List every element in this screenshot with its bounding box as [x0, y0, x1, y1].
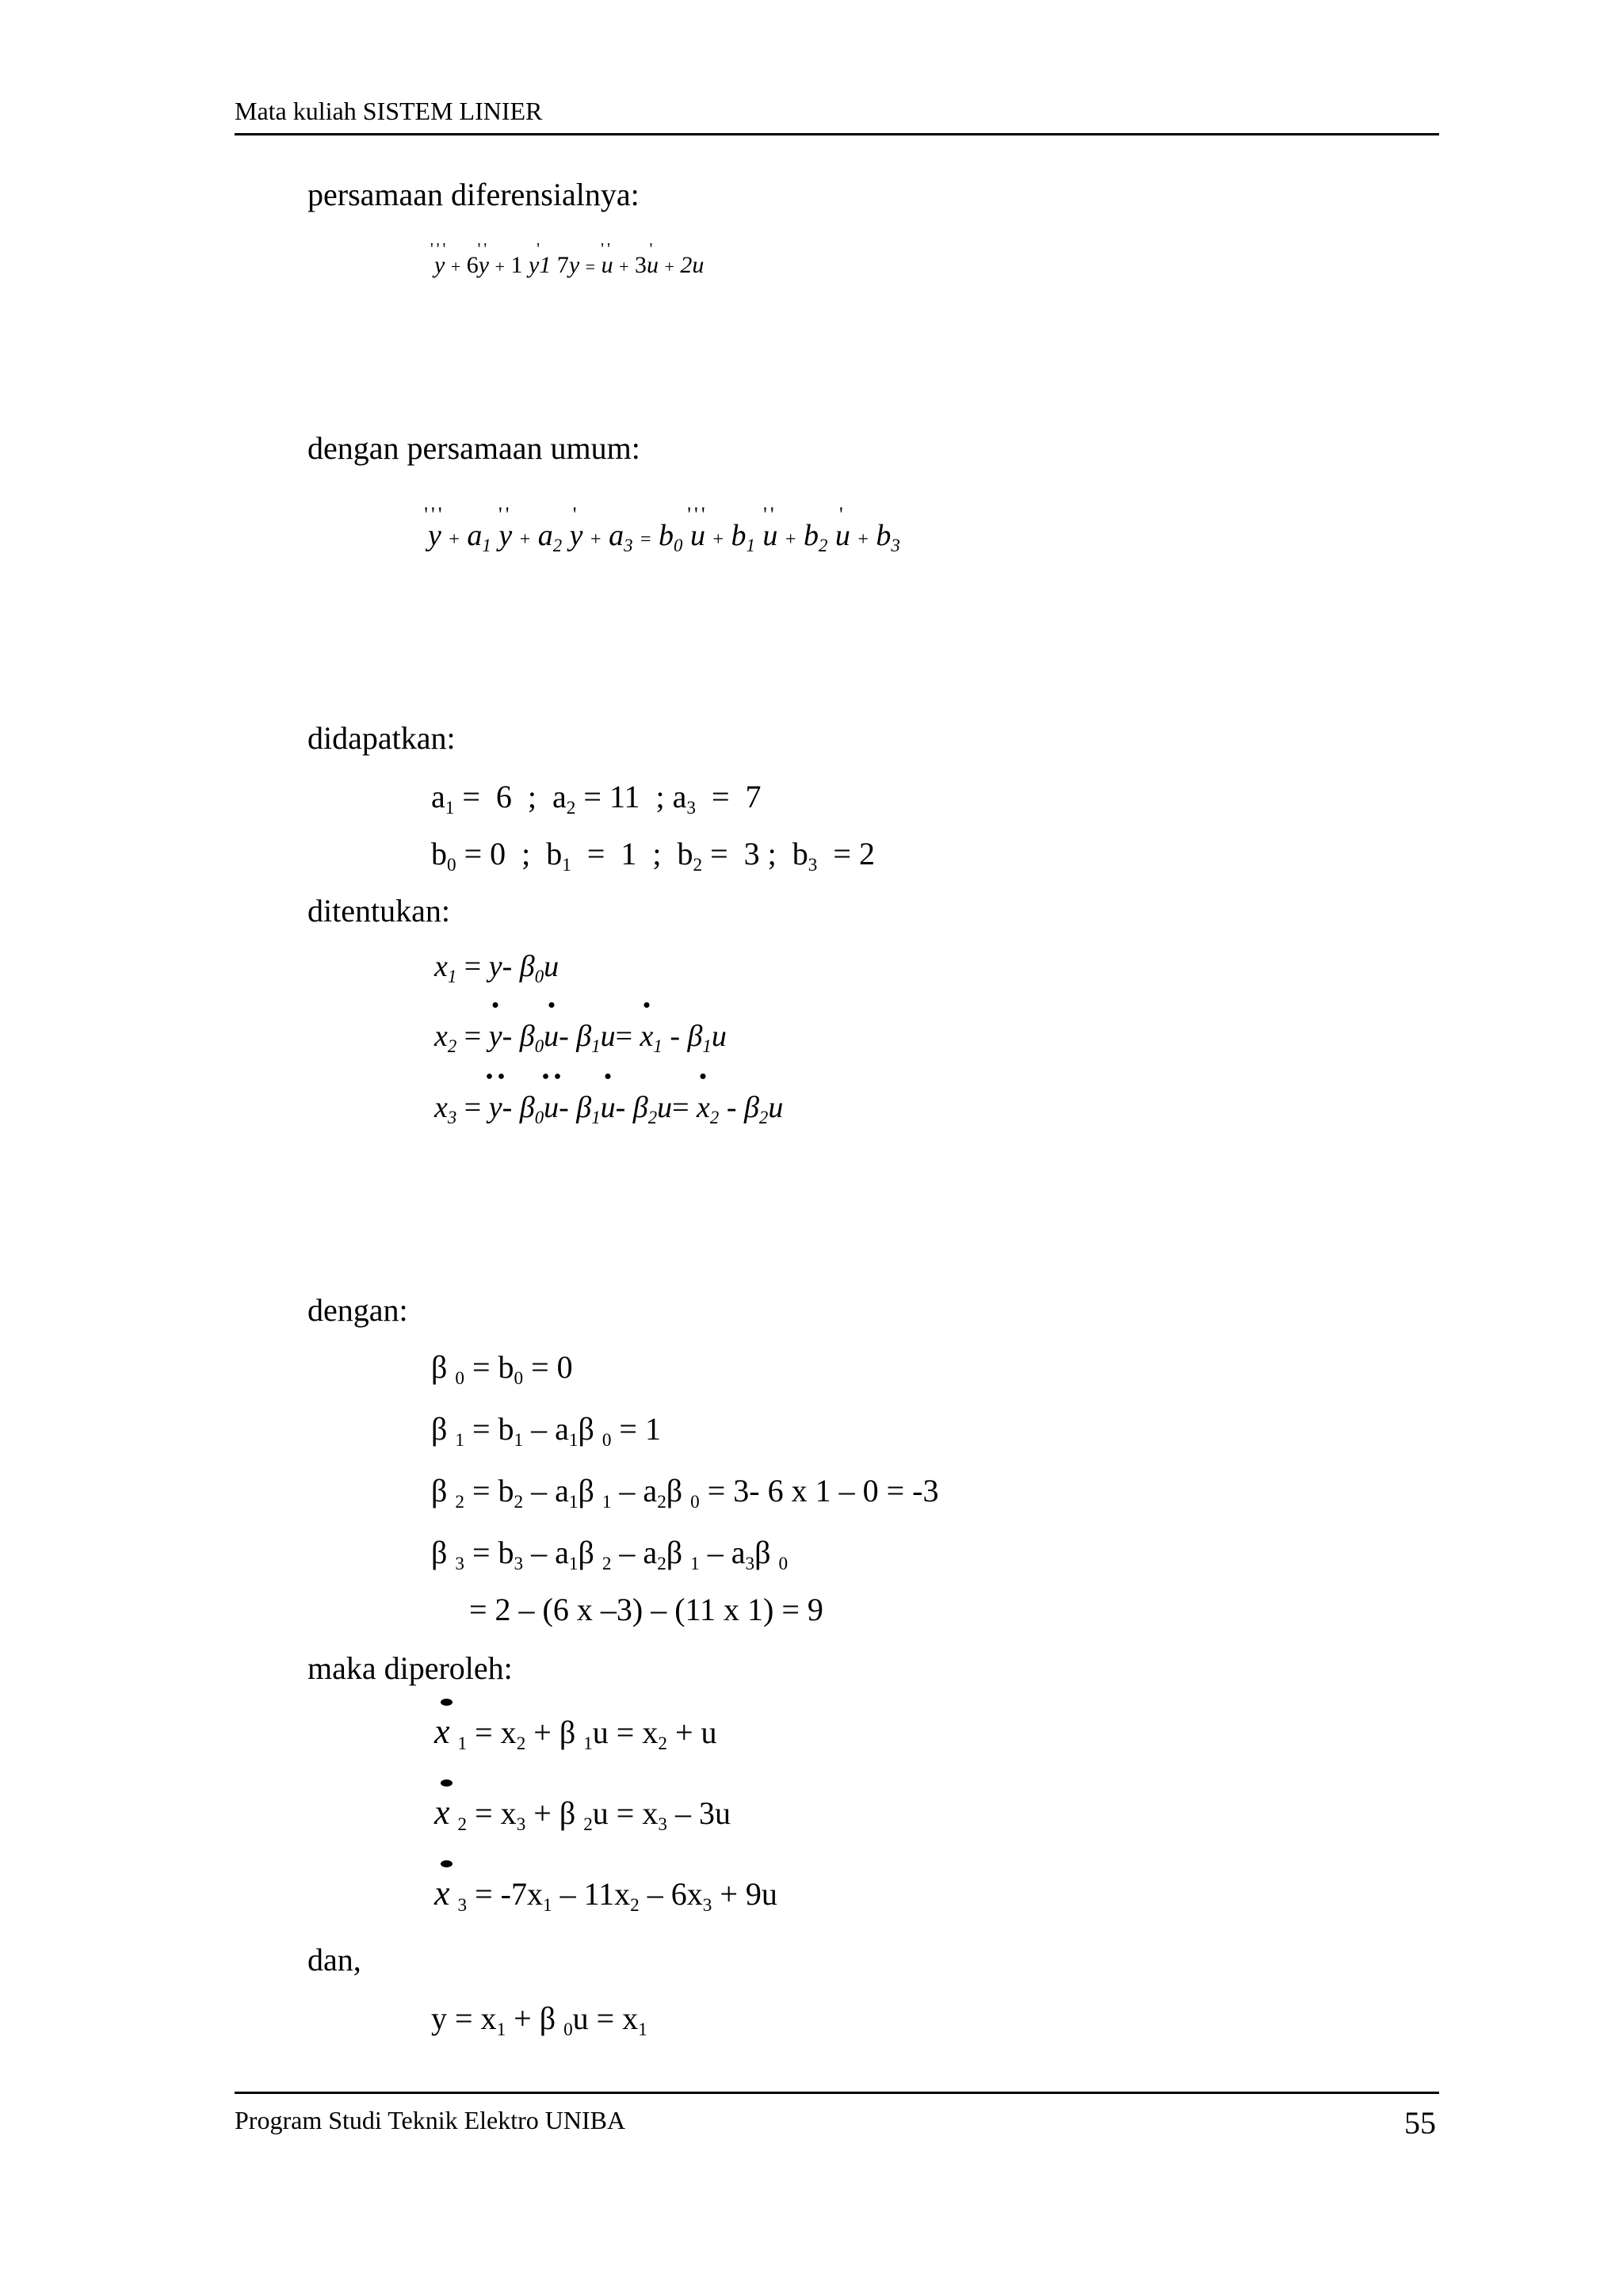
beta-3-continued: = 2 – (6 x –3) – (11 x 1) = 9 — [469, 1592, 823, 1627]
page-number: 55 — [1404, 2105, 1436, 2141]
state-x3-definition: $x_3 = y-$ $\beta_0u-$ $\beta_1u-$ $\beta_2u= x_2 - \beta_2u$ — [434, 1091, 784, 1127]
label-maka: maka diperoleh: — [307, 1650, 513, 1686]
label-dengan-umum: dengan persamaan umum: — [307, 430, 640, 466]
footer-text: Program Studi Teknik Elektro UNIBA — [235, 2106, 626, 2134]
beta-1: β $_1 = b_1 - a_1\beta$ $_0$ = 1 — [431, 1411, 661, 1451]
coefficients-a: $a_1 = 6$ ; $a_2 = 11$ ; $a_3 = 7$ — [431, 779, 762, 819]
general-equation: ''' $y + a_1$ '' $y + a_2$ ' $y + a_3 = b_0$ ''' $u + b_1$ '' $u + b_2$ ' $u + b_3$ — [428, 518, 900, 556]
state-eq-x2-dot: x $_2 = x_3 + \beta$ $_2u = x_3 - 3u$ — [434, 1793, 731, 1836]
y-triple-prime: ''' y — [434, 252, 445, 279]
state-eq-x3-dot: x $_3 = -7x_1 - 11x_2 - 6x_3 + 9u$ — [434, 1874, 777, 1917]
label-didapatkan: didapatkan: — [307, 720, 456, 756]
output-equation: $y = x_1 + \beta$ $_0u = x_1$ — [431, 2000, 647, 2041]
state-x2-definition: $x_2 = y-$ $\beta_0u-$ $\beta_1u= x_1 - \beta_1u$ — [434, 1020, 727, 1056]
label-persamaan: persamaan diferensialnya: — [307, 177, 640, 212]
beta-0: β $_0 = b_0 = 0$ — [431, 1349, 573, 1390]
beta-3: β $_3 = b_3 - a_1\beta$ $_2 - a_2\beta$ $_1 - a_3\beta$ $_0$ — [431, 1535, 789, 1575]
coefficients-b: $b_0 = 0$ ; $b_1 = 1$ ; $b_2 = 3$ ; $b_3 = 2$ — [431, 836, 875, 876]
running-header: Mata kuliah SISTEM LINIER — [235, 97, 543, 125]
state-eq-x1-dot: x $_1 = x_2 + \beta$ $_1u = x_2 + u$ — [434, 1712, 717, 1755]
header-rule — [235, 133, 1439, 135]
footer-rule — [235, 2092, 1439, 2094]
differential-equation: ''' y + 6'' y + 1 ' y1 7y = '' u + 3' u + 2u — [434, 252, 704, 279]
beta-2: β $_2 = b_2 - a_1\beta$ $_1 - a_2\beta$ $_0$ = 3- 6 x 1 – 0 = -3 — [431, 1473, 939, 1513]
label-dengan: dengan: — [307, 1292, 408, 1328]
label-ditentukan: ditentukan: — [307, 893, 450, 929]
label-dan: dan, — [307, 1942, 361, 1978]
state-x1-definition: $x_1 = y-$ $\beta_0u$ — [434, 950, 559, 986]
